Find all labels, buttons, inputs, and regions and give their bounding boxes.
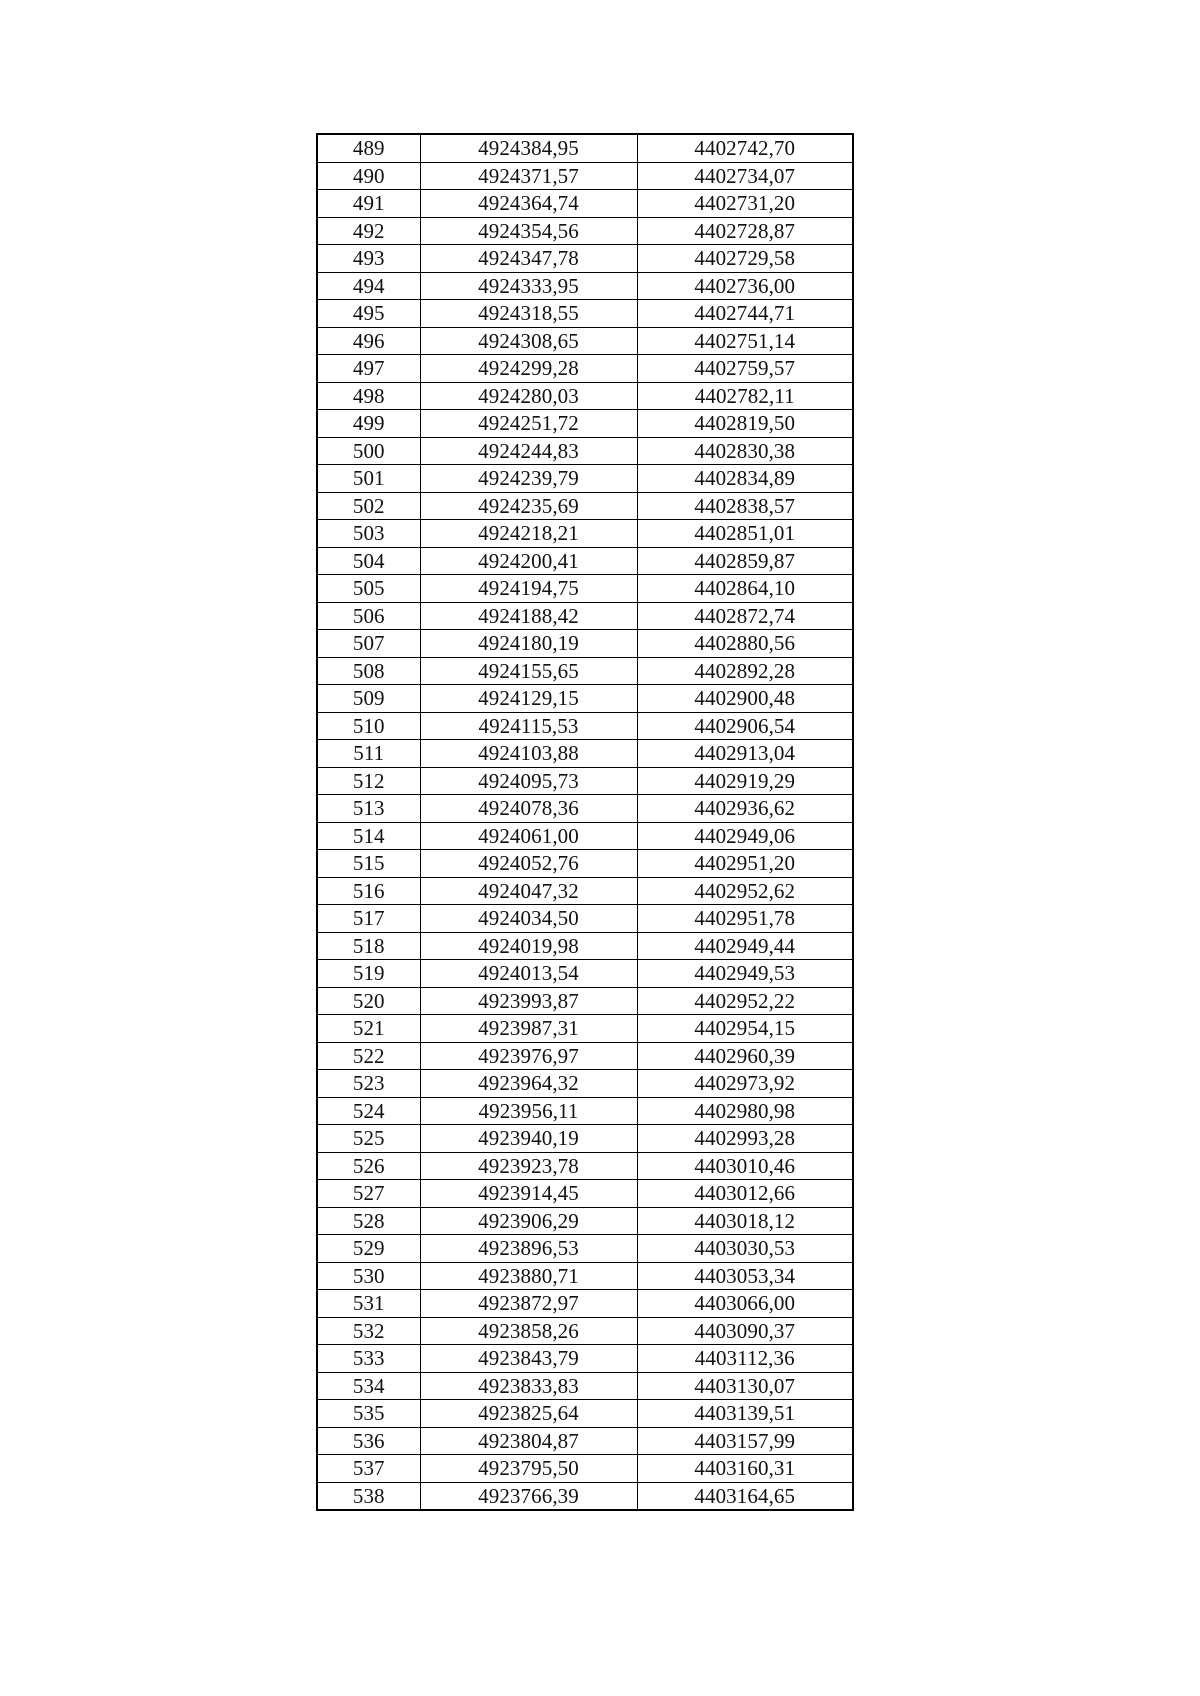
point-number-cell: 527 <box>317 1180 420 1208</box>
point-number-cell: 536 <box>317 1427 420 1455</box>
table-row <box>317 1152 853 1180</box>
y-coordinate-cell: 4403030,53 <box>637 1235 853 1263</box>
point-number-cell: 514 <box>317 822 420 850</box>
table-row <box>317 1207 853 1235</box>
y-coordinate-cell: 4402759,57 <box>637 355 853 383</box>
point-number-cell: 538 <box>317 1482 420 1510</box>
point-number-cell: 500 <box>317 437 420 465</box>
table-row <box>317 162 853 190</box>
point-number-cell: 502 <box>317 492 420 520</box>
x-coordinate-cell: 4924333,95 <box>420 272 637 300</box>
x-coordinate-cell: 4923825,64 <box>420 1400 637 1428</box>
table-row <box>317 877 853 905</box>
table-row <box>317 630 853 658</box>
point-number-cell: 497 <box>317 355 420 383</box>
point-number-cell: 498 <box>317 382 420 410</box>
y-coordinate-cell: 4403053,34 <box>637 1262 853 1290</box>
table-row <box>317 712 853 740</box>
table-row <box>317 822 853 850</box>
y-coordinate-cell: 4402834,89 <box>637 465 853 493</box>
x-coordinate-cell: 4923896,53 <box>420 1235 637 1263</box>
point-number-cell: 519 <box>317 960 420 988</box>
y-coordinate-cell: 4402872,74 <box>637 602 853 630</box>
y-coordinate-cell: 4403010,46 <box>637 1152 853 1180</box>
x-coordinate-cell: 4924384,95 <box>420 134 637 162</box>
x-coordinate-cell: 4923795,50 <box>420 1455 637 1483</box>
x-coordinate-cell: 4923914,45 <box>420 1180 637 1208</box>
point-number-cell: 532 <box>317 1317 420 1345</box>
x-coordinate-cell: 4924251,72 <box>420 410 637 438</box>
point-number-cell: 499 <box>317 410 420 438</box>
x-coordinate-cell: 4924047,32 <box>420 877 637 905</box>
point-number-cell: 510 <box>317 712 420 740</box>
y-coordinate-cell: 4402838,57 <box>637 492 853 520</box>
y-coordinate-cell: 4402949,53 <box>637 960 853 988</box>
point-number-cell: 508 <box>317 657 420 685</box>
point-number-cell: 530 <box>317 1262 420 1290</box>
table-row <box>317 1180 853 1208</box>
point-number-cell: 537 <box>317 1455 420 1483</box>
table-row <box>317 1290 853 1318</box>
point-number-cell: 512 <box>317 767 420 795</box>
x-coordinate-cell: 4924103,88 <box>420 740 637 768</box>
x-coordinate-cell: 4924013,54 <box>420 960 637 988</box>
table-row <box>317 932 853 960</box>
point-number-cell: 521 <box>317 1015 420 1043</box>
x-coordinate-cell: 4924239,79 <box>420 465 637 493</box>
coordinates-table <box>316 133 854 1511</box>
point-number-cell: 490 <box>317 162 420 190</box>
point-number-cell: 526 <box>317 1152 420 1180</box>
x-coordinate-cell: 4923880,71 <box>420 1262 637 1290</box>
point-number-cell: 513 <box>317 795 420 823</box>
point-number-cell: 491 <box>317 190 420 218</box>
y-coordinate-cell: 4402952,62 <box>637 877 853 905</box>
y-coordinate-cell: 4402880,56 <box>637 630 853 658</box>
x-coordinate-cell: 4923964,32 <box>420 1070 637 1098</box>
x-coordinate-cell: 4923804,87 <box>420 1427 637 1455</box>
point-number-cell: 518 <box>317 932 420 960</box>
point-number-cell: 520 <box>317 987 420 1015</box>
y-coordinate-cell: 4402728,87 <box>637 217 853 245</box>
point-number-cell: 528 <box>317 1207 420 1235</box>
x-coordinate-cell: 4924280,03 <box>420 382 637 410</box>
table-row <box>317 575 853 603</box>
y-coordinate-cell: 4403160,31 <box>637 1455 853 1483</box>
y-coordinate-cell: 4402906,54 <box>637 712 853 740</box>
x-coordinate-cell: 4924180,19 <box>420 630 637 658</box>
x-coordinate-cell: 4924019,98 <box>420 932 637 960</box>
y-coordinate-cell: 4402736,00 <box>637 272 853 300</box>
y-coordinate-cell: 4402993,28 <box>637 1125 853 1153</box>
y-coordinate-cell: 4402830,38 <box>637 437 853 465</box>
point-number-cell: 516 <box>317 877 420 905</box>
table-row <box>317 547 853 575</box>
point-number-cell: 503 <box>317 520 420 548</box>
table-row <box>317 382 853 410</box>
table-row <box>317 740 853 768</box>
y-coordinate-cell: 4402744,71 <box>637 300 853 328</box>
x-coordinate-cell: 4924078,36 <box>420 795 637 823</box>
x-coordinate-cell: 4923843,79 <box>420 1345 637 1373</box>
table-row <box>317 905 853 933</box>
x-coordinate-cell: 4923923,78 <box>420 1152 637 1180</box>
point-number-cell: 507 <box>317 630 420 658</box>
x-coordinate-cell: 4924235,69 <box>420 492 637 520</box>
x-coordinate-cell: 4924155,65 <box>420 657 637 685</box>
point-number-cell: 494 <box>317 272 420 300</box>
y-coordinate-cell: 4402892,28 <box>637 657 853 685</box>
y-coordinate-cell: 4403090,37 <box>637 1317 853 1345</box>
y-coordinate-cell: 4403066,00 <box>637 1290 853 1318</box>
point-number-cell: 529 <box>317 1235 420 1263</box>
y-coordinate-cell: 4402731,20 <box>637 190 853 218</box>
point-number-cell: 525 <box>317 1125 420 1153</box>
x-coordinate-cell: 4924244,83 <box>420 437 637 465</box>
table-row <box>317 437 853 465</box>
point-number-cell: 504 <box>317 547 420 575</box>
x-coordinate-cell: 4923906,29 <box>420 1207 637 1235</box>
y-coordinate-cell: 4402742,70 <box>637 134 853 162</box>
point-number-cell: 496 <box>317 327 420 355</box>
x-coordinate-cell: 4924194,75 <box>420 575 637 603</box>
y-coordinate-cell: 4402751,14 <box>637 327 853 355</box>
point-number-cell: 506 <box>317 602 420 630</box>
x-coordinate-cell: 4923858,26 <box>420 1317 637 1345</box>
point-number-cell: 517 <box>317 905 420 933</box>
table-row <box>317 1482 853 1510</box>
table-row <box>317 850 853 878</box>
point-number-cell: 515 <box>317 850 420 878</box>
y-coordinate-cell: 4403164,65 <box>637 1482 853 1510</box>
y-coordinate-cell: 4402913,04 <box>637 740 853 768</box>
y-coordinate-cell: 4403130,07 <box>637 1372 853 1400</box>
table-row <box>317 602 853 630</box>
x-coordinate-cell: 4924061,00 <box>420 822 637 850</box>
x-coordinate-cell: 4923872,97 <box>420 1290 637 1318</box>
table-row <box>317 1097 853 1125</box>
x-coordinate-cell: 4924371,57 <box>420 162 637 190</box>
y-coordinate-cell: 4402952,22 <box>637 987 853 1015</box>
y-coordinate-cell: 4402919,29 <box>637 767 853 795</box>
x-coordinate-cell: 4924354,56 <box>420 217 637 245</box>
point-number-cell: 492 <box>317 217 420 245</box>
x-coordinate-cell: 4923976,97 <box>420 1042 637 1070</box>
point-number-cell: 533 <box>317 1345 420 1373</box>
table-row <box>317 272 853 300</box>
table-row <box>317 410 853 438</box>
point-number-cell: 505 <box>317 575 420 603</box>
x-coordinate-cell: 4924200,41 <box>420 547 637 575</box>
x-coordinate-cell: 4923993,87 <box>420 987 637 1015</box>
table-row <box>317 1042 853 1070</box>
y-coordinate-cell: 4402782,11 <box>637 382 853 410</box>
y-coordinate-cell: 4402864,10 <box>637 575 853 603</box>
table-row <box>317 217 853 245</box>
y-coordinate-cell: 4402936,62 <box>637 795 853 823</box>
coordinates-table-body <box>317 134 853 1510</box>
table-row <box>317 1317 853 1345</box>
table-row <box>317 1015 853 1043</box>
x-coordinate-cell: 4923987,31 <box>420 1015 637 1043</box>
x-coordinate-cell: 4923766,39 <box>420 1482 637 1510</box>
x-coordinate-cell: 4923956,11 <box>420 1097 637 1125</box>
point-number-cell: 501 <box>317 465 420 493</box>
x-coordinate-cell: 4924129,15 <box>420 685 637 713</box>
y-coordinate-cell: 4402734,07 <box>637 162 853 190</box>
x-coordinate-cell: 4924218,21 <box>420 520 637 548</box>
table-row <box>317 134 853 162</box>
y-coordinate-cell: 4403139,51 <box>637 1400 853 1428</box>
y-coordinate-cell: 4402973,92 <box>637 1070 853 1098</box>
x-coordinate-cell: 4923833,83 <box>420 1372 637 1400</box>
y-coordinate-cell: 4402960,39 <box>637 1042 853 1070</box>
y-coordinate-cell: 4402980,98 <box>637 1097 853 1125</box>
y-coordinate-cell: 4402951,20 <box>637 850 853 878</box>
table-row <box>317 960 853 988</box>
point-number-cell: 495 <box>317 300 420 328</box>
table-row <box>317 1262 853 1290</box>
y-coordinate-cell: 4402951,78 <box>637 905 853 933</box>
x-coordinate-cell: 4923940,19 <box>420 1125 637 1153</box>
x-coordinate-cell: 4924318,55 <box>420 300 637 328</box>
point-number-cell: 509 <box>317 685 420 713</box>
y-coordinate-cell: 4402949,06 <box>637 822 853 850</box>
table-row <box>317 245 853 273</box>
table-row <box>317 1427 853 1455</box>
x-coordinate-cell: 4924308,65 <box>420 327 637 355</box>
y-coordinate-cell: 4402729,58 <box>637 245 853 273</box>
table-row <box>317 795 853 823</box>
y-coordinate-cell: 4403012,66 <box>637 1180 853 1208</box>
table-row <box>317 1070 853 1098</box>
table-row <box>317 520 853 548</box>
x-coordinate-cell: 4924052,76 <box>420 850 637 878</box>
x-coordinate-cell: 4924347,78 <box>420 245 637 273</box>
point-number-cell: 535 <box>317 1400 420 1428</box>
table-row <box>317 465 853 493</box>
y-coordinate-cell: 4402900,48 <box>637 685 853 713</box>
point-number-cell: 511 <box>317 740 420 768</box>
y-coordinate-cell: 4402949,44 <box>637 932 853 960</box>
table-row <box>317 1400 853 1428</box>
point-number-cell: 493 <box>317 245 420 273</box>
y-coordinate-cell: 4403112,36 <box>637 1345 853 1373</box>
table-row <box>317 1455 853 1483</box>
table-row <box>317 190 853 218</box>
table-row <box>317 327 853 355</box>
point-number-cell: 489 <box>317 134 420 162</box>
table-row <box>317 1372 853 1400</box>
y-coordinate-cell: 4402954,15 <box>637 1015 853 1043</box>
table-row <box>317 685 853 713</box>
table-row <box>317 1345 853 1373</box>
point-number-cell: 531 <box>317 1290 420 1318</box>
y-coordinate-cell: 4402819,50 <box>637 410 853 438</box>
table-row <box>317 355 853 383</box>
y-coordinate-cell: 4402851,01 <box>637 520 853 548</box>
point-number-cell: 524 <box>317 1097 420 1125</box>
x-coordinate-cell: 4924364,74 <box>420 190 637 218</box>
table-row <box>317 657 853 685</box>
y-coordinate-cell: 4402859,87 <box>637 547 853 575</box>
x-coordinate-cell: 4924188,42 <box>420 602 637 630</box>
table-row <box>317 1125 853 1153</box>
x-coordinate-cell: 4924095,73 <box>420 767 637 795</box>
x-coordinate-cell: 4924034,50 <box>420 905 637 933</box>
table-row <box>317 767 853 795</box>
y-coordinate-cell: 4403018,12 <box>637 1207 853 1235</box>
point-number-cell: 522 <box>317 1042 420 1070</box>
table-row <box>317 1235 853 1263</box>
table-row <box>317 492 853 520</box>
point-number-cell: 523 <box>317 1070 420 1098</box>
y-coordinate-cell: 4403157,99 <box>637 1427 853 1455</box>
point-number-cell: 534 <box>317 1372 420 1400</box>
x-coordinate-cell: 4924299,28 <box>420 355 637 383</box>
table-row <box>317 987 853 1015</box>
x-coordinate-cell: 4924115,53 <box>420 712 637 740</box>
table-row <box>317 300 853 328</box>
